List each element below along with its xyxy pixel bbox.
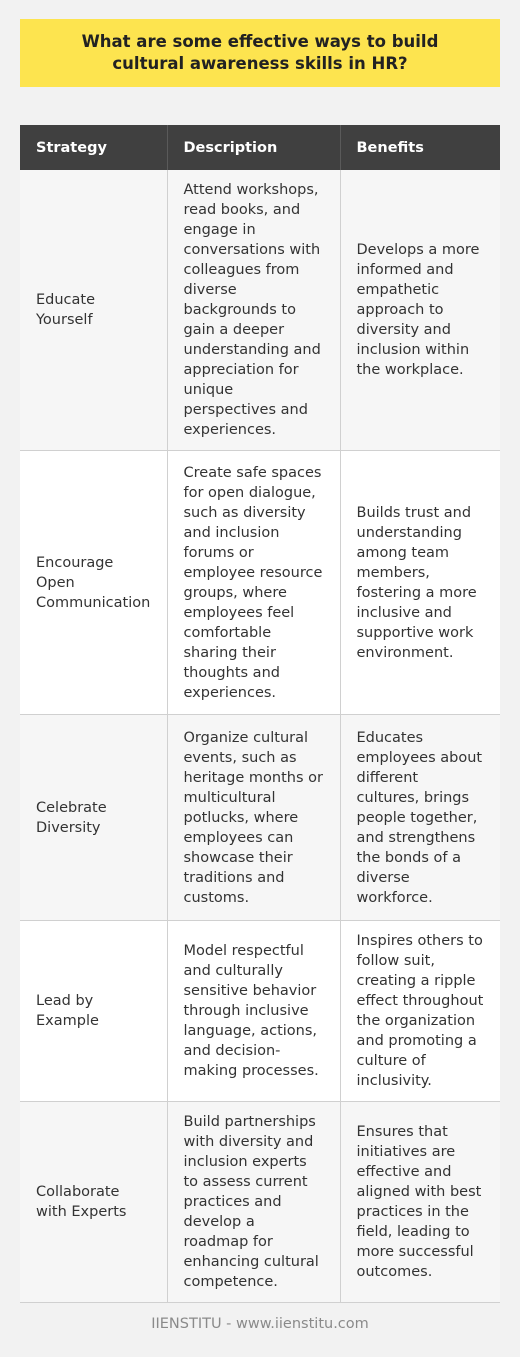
table-header-row: [20, 125, 500, 170]
page-title: What are some effective ways to build cultural awareness skills in HR?: [81, 32, 439, 73]
cell-strategy: Encourage Open Communication: [20, 451, 167, 715]
title-banner: [20, 19, 500, 87]
cell-benefits: Ensures that initiatives are effective and aligned with best practices in the field, leading to more successful outcomes.: [340, 1102, 500, 1303]
table-row: [20, 921, 500, 1102]
table-row: [20, 451, 500, 715]
cell-strategy: Collaborate with Experts: [20, 1102, 167, 1303]
strategy-table: [20, 125, 500, 1303]
cell-description: Create safe spaces for open dialogue, such as diversity and inclusion forums or employee resource groups, where employees feel comfortable sharing their thoughts and experiences.: [167, 451, 340, 715]
table-row: [20, 170, 500, 451]
table-row: [20, 715, 500, 921]
cell-benefits: Develops a more informed and empathetic approach to diversity and inclusion within the workplace.: [340, 170, 500, 451]
header-description: Description: [167, 125, 340, 170]
cell-description: Build partnerships with diversity and inclusion experts to assess current practices and develop a roadmap for enhancing cultural competence.: [167, 1102, 340, 1303]
cell-strategy: Lead by Example: [20, 921, 167, 1102]
cell-description: Model respectful and culturally sensitive behavior through inclusive language, actions, and decision-making processes.: [167, 921, 340, 1102]
cell-benefits: Inspires others to follow suit, creating a ripple effect throughout the organization and promoting a culture of inclusivity.: [340, 921, 500, 1102]
header-strategy: Strategy: [20, 125, 167, 170]
cell-benefits: Builds trust and understanding among team members, fostering a more inclusive and supportive work environment.: [340, 451, 500, 715]
cell-benefits: Educates employees about different cultures, brings people together, and strengthens the bonds of a diverse workforce.: [340, 715, 500, 921]
cell-strategy: Educate Yourself: [20, 170, 167, 451]
cell-strategy: Celebrate Diversity: [20, 715, 167, 921]
footer-credit: IIENSTITU - www.iienstitu.com: [151, 1316, 369, 1332]
table-row: [20, 1102, 500, 1303]
header-benefits: Benefits: [340, 125, 500, 170]
cell-description: Organize cultural events, such as heritage months or multicultural potlucks, where employees can showcase their traditions and customs.: [167, 715, 340, 921]
cell-description: Attend workshops, read books, and engage in conversations with colleagues from diverse backgrounds to gain a deeper understanding and appreciation for unique perspectives and experiences.: [167, 170, 340, 451]
